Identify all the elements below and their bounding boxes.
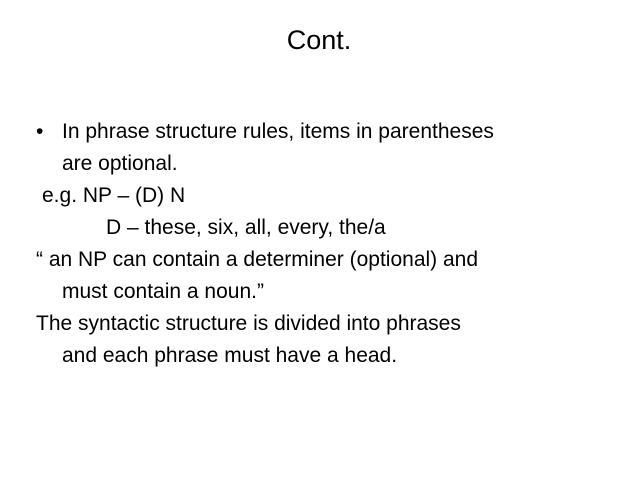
slide-body xyxy=(36,116,616,372)
bullet-item xyxy=(36,116,616,148)
bullet-icon: • xyxy=(36,120,44,143)
quote-line-1: “ an NP can contain a determiner (optional) and xyxy=(36,248,479,271)
bullet-text-line-2: are optional. xyxy=(62,152,178,175)
quote-line-2: must contain a noun.” xyxy=(62,280,264,303)
slide-title: Cont. xyxy=(286,25,352,55)
statement-line-2: and each phrase must have a head. xyxy=(62,344,398,367)
example-rule: e.g. NP – (D) N xyxy=(42,184,186,207)
statement-line-1: The syntactic structure is divided into phrases xyxy=(36,312,461,335)
determiner-list: D – these, six, all, every, the/a xyxy=(106,216,386,239)
bullet-text-line-1: In phrase structure rules, items in parentheses xyxy=(62,120,494,143)
